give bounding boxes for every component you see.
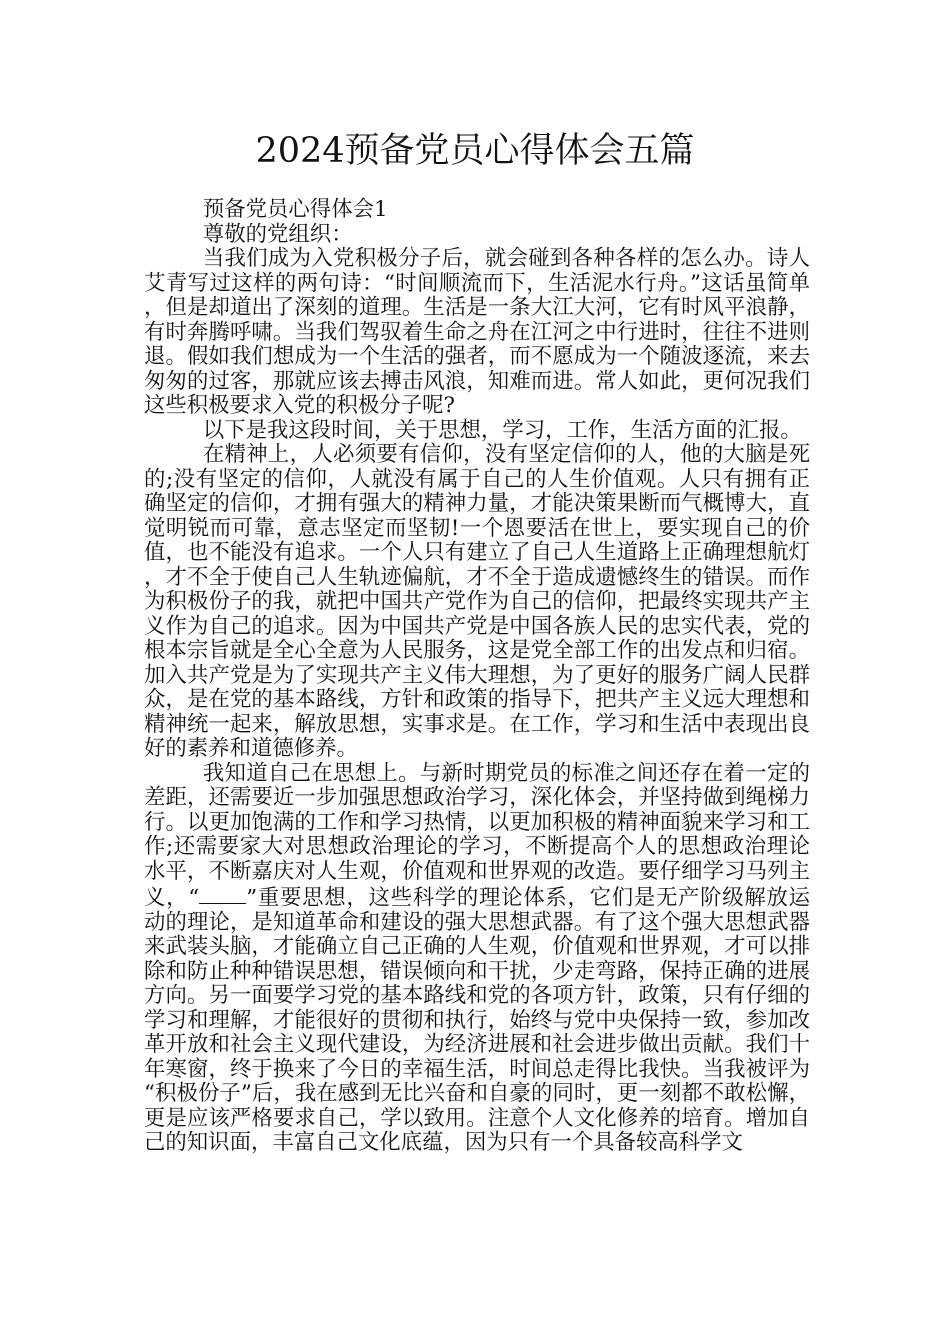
paragraph-text-after-blank: ”重要思想，这些科学的理论体系，它们是无产阶级解放运动的理论，是知道革命和建设的强大思想武器。有了这个强大思想武器来武装头脑，才能确立自己正确的人生观，价值观和世界观，才可以排除和防止种种错误思想，错误倾向和干扰，少走弯路，保持正确的进展方向。另一面要学习党的基本路线和党的各项方针，政策，只有仔细的学习和理解，才能很好的贯彻和执行，始终与党中央保持一致，参加改革开放和社会主义现代建设，为经济进展和社会进步做出贡献。我们十年寒窗，终于换来了今日的幸福生活，时间总走得比我快。当我被评为“积极份子”后，我在感到无比兴奋和自豪的同时，更一刻都不敢松懈，更是应该严格要求自己，学以致用。注意个人文化修养的培育。增加自己的知识面，丰富自己文化底蕴，因为只有一个具备较高科学文 [144, 885, 811, 1156]
body-paragraph: 在精神上，人必须要有信仰，没有坚定信仰的人，他的大脑是死的;没有坚定的信仰，人就没有属于自己的人生价值观。人只有拥有正确坚定的信仰，才拥有强大的精神力量，才能决策果断而气概博大，直觉明锐而可靠，意志坚定而坚韧!一个恩要活在世上，要实现自己的价值，也不能没有追求。一个人只有建立了自己人生道路上正确理想航灯，才不全于使自己人生轨迹偏航，才不全于造成遗憾终生的错误。而作为积极份子的我，就把中国共产党作为自己的信仰，把最终实现共产主义作为自己的追求。因为中国共产党是中国各族人民的忠实代表，党的根本宗旨就是全心全意为人民服务，这是党全部工作的出发点和归宿。加入共产党是为了实现共产主义伟大理想，为了更好的服务广阔人民群众，是在党的基本路线，方针和政策的指导下，把共产主义远大理想和精神统一起来，解放思想，实事求是。在工作，学习和生活中表现出良好的素养和道德修养。 [144, 442, 810, 761]
section-heading: 预备党员心得体会1 [202, 197, 388, 222]
body-paragraph: 当我们成为入党积极分子后，就会碰到各种各样的怎么办。诗人艾青写过这样的两句诗：“时间顺流而下，生活泥水行舟。”这话虽简单，但是却道出了深刻的道理。生活是一条大江大河，它有时风平浪静，有时奔腾呼啸。当我们驾驭着生命之舟在江河之中行进时，往往不进则退。假如我们想成为一个生活的强者，而不愿成为一个随波逐流，来去匆匆的过客，那就应该去搏击风浪，知难而进。常人如此，更何况我们这些积极要求入党的积极分子呢? [144, 246, 810, 418]
salutation: 尊敬的党组织： [202, 221, 353, 247]
paragraph-text-before-blank: 我知道自己在思想上。与新时期党员的标准之间还存在着一定的差距，还需要近一步加强思想政治学习，深化体会，并坚持做到绳梯力行。以更加饱满的工作和学习热情，以更加积极的精神面貌来学习和工作;还需要家大对思想政治理论的学习，不断提高个人的思想政治理论水平，不断嘉庆对人生观，价值观和世界观的改造。要仔细学习马列主义，“ [144, 760, 810, 911]
underlined-blank [199, 884, 246, 904]
document-body [144, 198, 810, 1156]
body-paragraph [144, 762, 810, 1156]
document-title: 2024预备党员心得体会五篇 [255, 131, 695, 171]
body-paragraph: 以下是我这段时间，关于思想，学习，工作，生活方面的汇报。 [202, 417, 802, 443]
